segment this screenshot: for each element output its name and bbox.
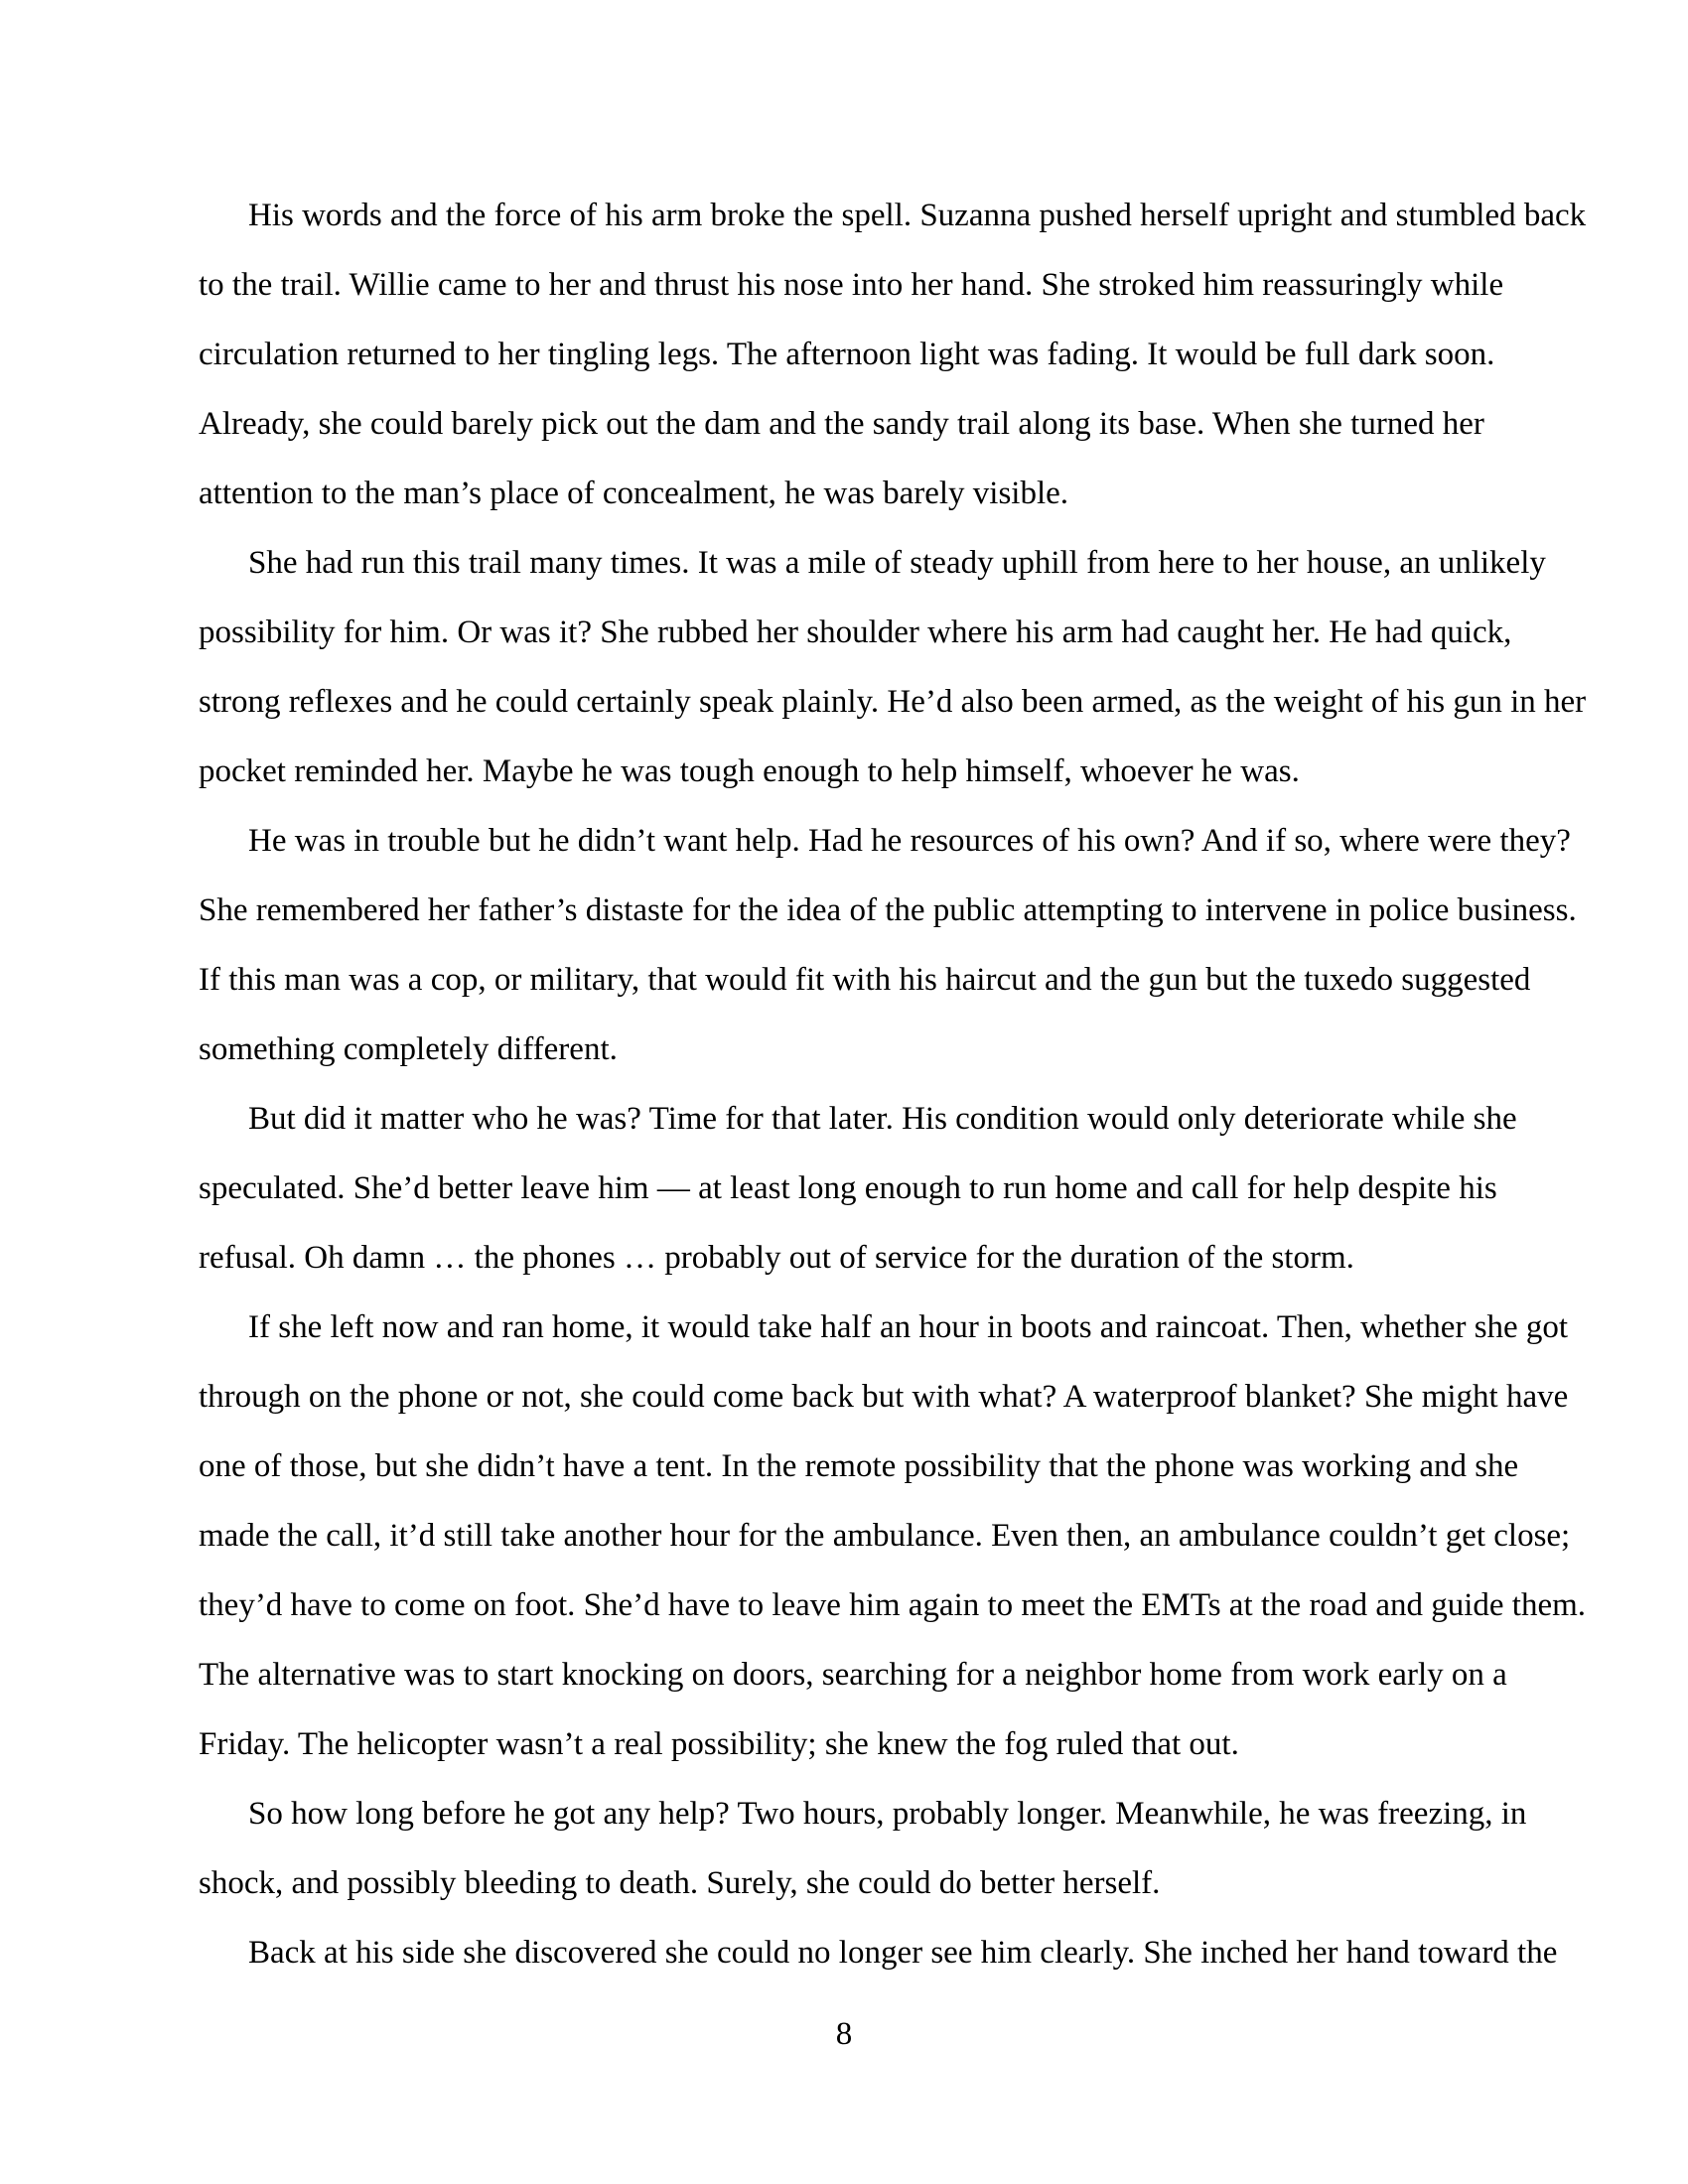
text-line: So how long before he got any help? Two hours, probably longer. Meanwhile, he was freezing, in [248,1796,1527,1832]
paragraph [199,528,1587,806]
text-line: She had run this trail many times. It was a mile of steady uphill from here to her house, an unlikely [248,545,1546,581]
text-line: speculated. She’d better leave him — at least long enough to run home and call for help despite his [199,1170,1497,1206]
paragraph [199,1918,1558,1987]
text-line: they’d have to come on foot. She’d have to leave him again to meet the EMTs at the road and guide them. [199,1587,1587,1623]
text-line: The alternative was to start knocking on doors, searching for a neighbor home from work early on a [199,1657,1507,1693]
text-line: something completely different. [199,1031,618,1067]
text-line: one of those, but she didn’t have a tent. In the remote possibility that the phone was working and she [199,1448,1519,1484]
text-line: through on the phone or not, she could come back but with what? A waterproof blanket? She might have [199,1379,1569,1415]
text-line: possibility for him. Or was it? She rubbed her shoulder where his arm had caught her. He had quick, [199,614,1512,650]
paragraph [199,181,1587,528]
text-line: made the call, it’d still take another hour for the ambulance. Even then, an ambulance couldn’t get close; [199,1518,1571,1554]
text-line: His words and the force of his arm broke the spell. Suzanna pushed herself upright and stumbled back [248,198,1587,233]
text-line: to the trail. Willie came to her and thrust his nose into her hand. She stroked him reassuringly while [199,267,1504,303]
text-line: He was in trouble but he didn’t want help. Had he resources of his own? And if so, where were they? [248,823,1571,859]
text-line: If this man was a cop, or military, that would fit with his haircut and the gun but the tuxedo suggested [199,962,1531,998]
paragraph [199,806,1577,1084]
paragraph [199,1084,1517,1293]
text-line: pocket reminded her. Maybe he was tough enough to help himself, whoever he was. [199,753,1300,789]
text-line: Friday. The helicopter wasn’t a real possibility; she knew the fog ruled that out. [199,1726,1239,1762]
text-block [199,181,1587,1987]
text-line: circulation returned to her tingling legs. The afternoon light was fading. It would be full dark soon. [199,337,1495,372]
paragraph [199,1779,1527,1918]
text-line: Already, she could barely pick out the dam and the sandy trail along its base. When she turned her [199,406,1484,442]
text-line: If she left now and ran home, it would take half an hour in boots and raincoat. Then, whether she got [248,1309,1569,1345]
paragraph [199,1293,1587,1779]
text-line: shock, and possibly bleeding to death. Surely, she could do better herself. [199,1865,1161,1901]
text-line: Back at his side she discovered she could no longer see him clearly. She inched her hand toward the [248,1935,1558,1971]
text-line: refusal. Oh damn … the phones … probably out of service for the duration of the storm. [199,1240,1354,1276]
text-line: But did it matter who he was? Time for that later. His condition would only deteriorate while she [248,1101,1517,1137]
text-line: attention to the man’s place of concealment, he was barely visible. [199,476,1069,511]
text-line: She remembered her father’s distaste for the idea of the public attempting to intervene in police business. [199,892,1577,928]
text-line: strong reflexes and he could certainly speak plainly. He’d also been armed, as the weight of his gun in her [199,684,1587,720]
page-number: 8 [835,2016,853,2052]
